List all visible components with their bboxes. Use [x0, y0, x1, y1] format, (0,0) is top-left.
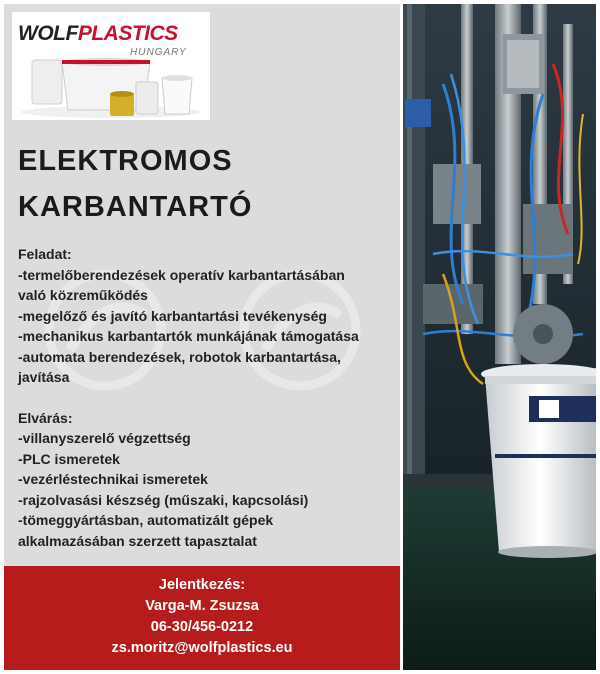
requirement-item: -rajzolvasási készség (műszaki, kapcsolási) [18, 491, 309, 508]
job-title-line-2: KARBANTARTÓ [18, 191, 253, 223]
logo-brand-red: PLASTICS [77, 22, 178, 45]
contact-email: zs.moritz@wolfplastics.eu [111, 640, 293, 656]
contact-phone: 06-30/456-0212 [150, 619, 254, 635]
task-item: javítása [18, 369, 70, 385]
logo-brand-black: WOLF [18, 22, 78, 45]
task-item: -automata berendezések, robotok karbantartása, [18, 348, 341, 365]
machinery-illustration [403, 4, 596, 670]
job-title-line-1: ELEKTROMOS [18, 145, 233, 177]
task-item: -termelőberendezések operatív karbantartásában [18, 266, 345, 283]
job-description [18, 244, 393, 551]
contact-box [4, 566, 400, 670]
task-item: -mechanikus karbantartók munkájának támogatása [18, 328, 359, 344]
task-item: -megelőző és javító karbantartási tevékenység [18, 307, 327, 324]
requirement-item: -villanyszerelő végzettség [18, 430, 191, 446]
contact-label: Jelentkezés: [158, 577, 246, 593]
buckets-illustration [12, 52, 210, 120]
requirement-item: alkalmazásában szerzett tapasztalat [18, 532, 257, 549]
requirement-item: -tömeggyártásban, automatizált gépek [18, 512, 274, 528]
job-title [18, 138, 252, 230]
logo-wordmark [18, 22, 178, 46]
requirement-item: -vezérléstechnikai ismeretek [18, 471, 208, 487]
task-item: való közreműködés [18, 287, 148, 303]
tasks-heading: Feladat: [18, 246, 72, 262]
contact-name: Varga-M. Zsuzsa [145, 598, 259, 614]
requirements-heading: Elvárás: [18, 409, 73, 426]
company-logo [12, 12, 210, 120]
requirement-item: -PLC ismeretek [18, 450, 120, 467]
factory-machinery-photo [403, 4, 596, 670]
logo-subtitle: HUNGARY [130, 47, 187, 58]
